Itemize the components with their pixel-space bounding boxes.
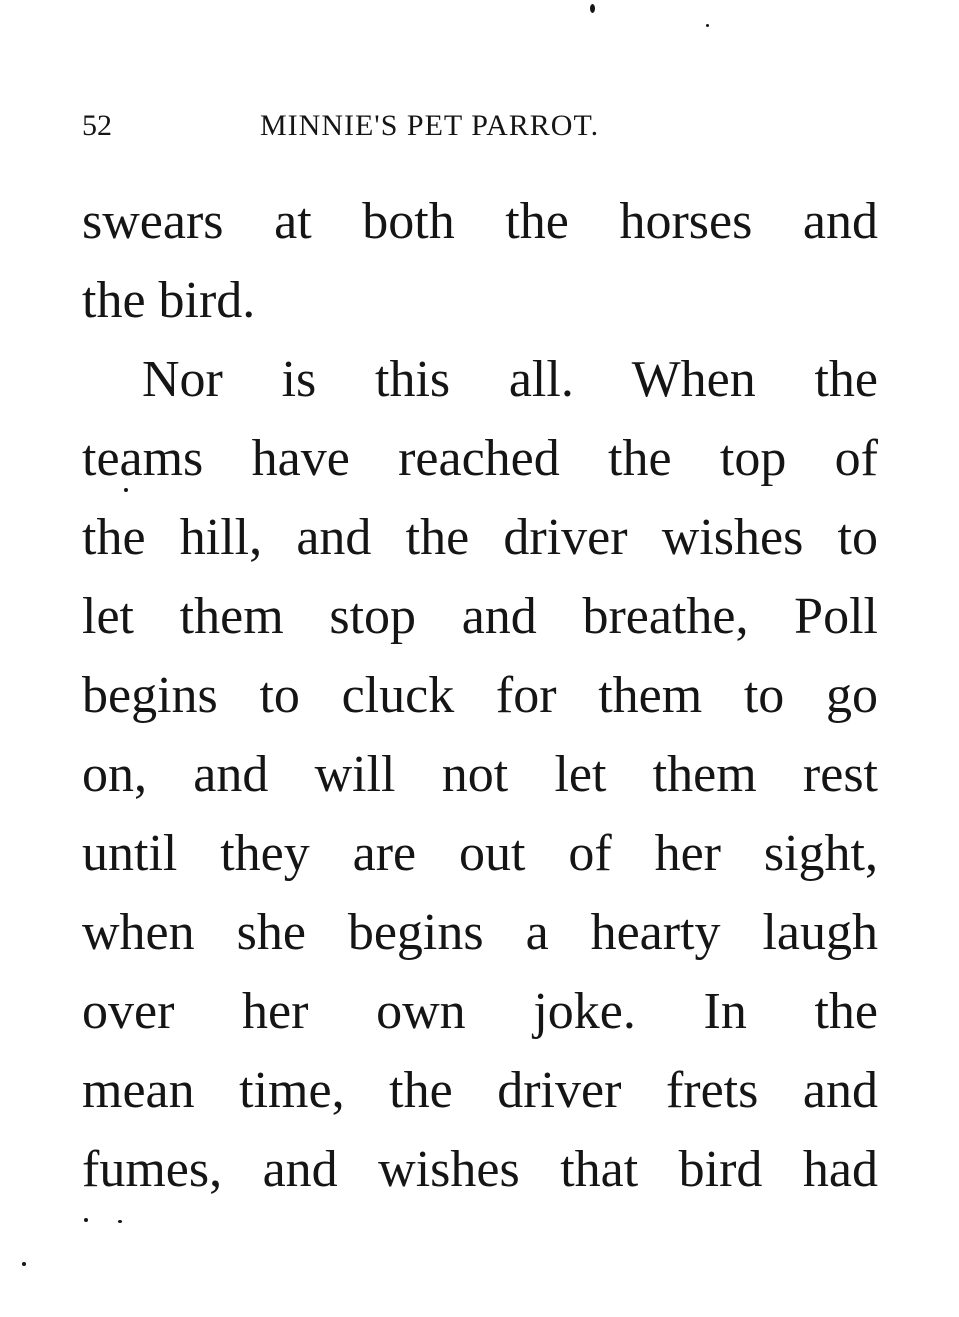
text-line: the hill, and the driver wishes to xyxy=(82,509,878,566)
scan-speck xyxy=(590,4,595,13)
body-text xyxy=(82,182,878,1209)
text-line: begins to cluck for them to go xyxy=(82,667,878,724)
page-number: 52 xyxy=(82,109,112,142)
scan-speck xyxy=(84,1218,88,1222)
text-line: on, and will not let them rest xyxy=(82,746,878,803)
text-line: when she begins a hearty laugh xyxy=(82,904,878,961)
scan-speck xyxy=(118,1220,122,1223)
running-head xyxy=(82,106,882,146)
running-title: MINNIE'S PET PARROT. xyxy=(260,109,600,142)
text-line: let them stop and breathe, Poll xyxy=(82,588,878,645)
text-line: teams have reached the top of xyxy=(82,430,878,487)
text-line: over her own joke. In the xyxy=(82,983,878,1040)
text-line: fumes, and wishes that bird had xyxy=(82,1141,878,1198)
text-line: mean time, the driver frets and xyxy=(82,1062,878,1119)
scan-speck xyxy=(22,1262,26,1266)
text-line: swears at both the horses and xyxy=(82,193,878,250)
text-line: Nor is this all. When the xyxy=(142,351,878,408)
text-line: until they are out of her sight, xyxy=(82,825,878,882)
text-line: the bird. xyxy=(82,272,256,329)
scan-speck xyxy=(706,24,709,27)
